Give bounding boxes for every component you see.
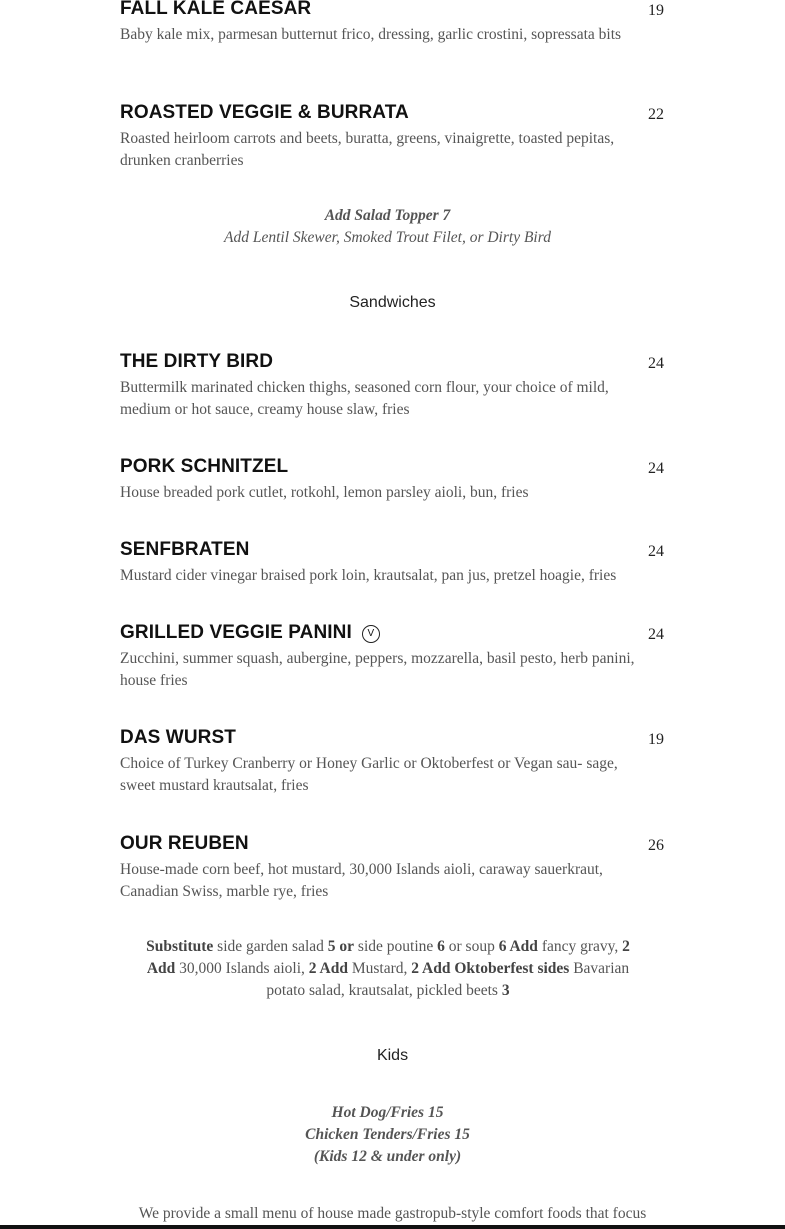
- section-heading-kids: Kids: [376, 1047, 409, 1064]
- item-price: 19: [648, 2, 664, 19]
- sub-text: 30,000 Islands aioli,: [175, 960, 309, 977]
- footer-text: We provide a small menu of house made gastropub-style comfort foods that focus: [138, 1205, 647, 1222]
- sub-strong: 5 or: [327, 938, 355, 955]
- item-description: Choice of Turkey Cranberry or Honey Garlic or Oktoberfest or Vegan sau- sage, sweet mustard krautsalat, fries: [120, 755, 618, 794]
- sub-text: side poutine: [354, 938, 438, 955]
- sub-strong: 2 Add: [146, 938, 630, 977]
- item-description: House breaded pork cutlet, rotkohl, lemon parsley aioli, bun, fries: [120, 484, 529, 501]
- item-name: SENFBRATEN: [120, 539, 250, 560]
- bottom-divider: [0, 1225, 785, 1229]
- sub-strong: 3: [501, 982, 510, 999]
- substitutions-note: [133, 936, 643, 1002]
- sub-text: Mustard,: [347, 960, 412, 977]
- item-price: 24: [648, 355, 664, 372]
- salad-topper-title: Add Salad Topper 7: [324, 207, 451, 224]
- item-name: FALL KALE CAESAR: [120, 0, 312, 19]
- vegetarian-icon: V: [362, 625, 380, 643]
- item-name: THE DIRTY BIRD: [120, 351, 274, 372]
- item-price: 24: [648, 460, 664, 477]
- item-price: 24: [648, 626, 664, 643]
- item-name: ROASTED VEGGIE & BURRATA: [120, 102, 409, 123]
- kids-item-chicken-tenders: Chicken Tenders/Fries 15: [305, 1126, 470, 1143]
- item-name: OUR REUBEN: [120, 833, 249, 854]
- item-name: PORK SCHNITZEL: [120, 456, 289, 477]
- sub-strong: 6 Add: [498, 938, 538, 955]
- sub-strong: Substitute: [146, 938, 214, 955]
- item-description: House-made corn beef, hot mustard, 30,000 Islands aioli, caraway sauerkraut, Canadian Swiss, marble rye, fries: [120, 861, 603, 900]
- sub-text: or soup: [444, 938, 499, 955]
- kids-menu: [135, 1102, 640, 1168]
- sub-text: side garden salad: [213, 938, 328, 955]
- section-heading-sandwiches: Sandwiches: [349, 294, 436, 311]
- item-description: Roasted heirloom carrots and beets, buratta, greens, vinaigrette, toasted pepitas, drunken cranberries: [120, 130, 615, 169]
- item-description: Baby kale mix, parmesan butternut frico, dressing, garlic crostini, sopressata bits: [120, 26, 622, 43]
- item-price: 22: [648, 106, 664, 123]
- item-name: DAS WURST: [120, 727, 236, 748]
- sub-strong: 2 Add: [308, 960, 348, 977]
- item-description: Zucchini, summer squash, aubergine, peppers, mozzarella, basil pesto, herb panini, house fries: [120, 650, 635, 689]
- item-description: Mustard cider vinegar braised pork loin, krautsalat, pan jus, pretzel hoagie, fries: [120, 567, 617, 584]
- item-name: [120, 622, 380, 644]
- sub-strong: 6: [437, 938, 445, 955]
- item-description: Buttermilk marinated chicken thighs, seasoned corn flour, your choice of mild, medium or hot sauce, creamy house slaw, fries: [120, 379, 609, 418]
- item-price: 19: [648, 731, 664, 748]
- kids-age-note: (Kids 12 & under only): [313, 1148, 462, 1165]
- sub-text: fancy gravy,: [537, 938, 623, 955]
- salad-topper-options: Add Lentil Skewer, Smoked Trout Filet, or Dirty Bird: [224, 229, 551, 246]
- sub-strong: 2 Add Oktoberfest sides: [411, 960, 570, 977]
- kids-item-hot-dog: Hot Dog/Fries 15: [331, 1104, 444, 1121]
- salad-topper-note: [135, 205, 640, 249]
- item-name-text: GRILLED VEGGIE PANINI: [120, 622, 352, 643]
- item-price: 24: [648, 543, 664, 560]
- item-price: 26: [648, 837, 664, 854]
- sub-text: Bavarian potato salad, krautsalat, pickled beets: [266, 960, 630, 999]
